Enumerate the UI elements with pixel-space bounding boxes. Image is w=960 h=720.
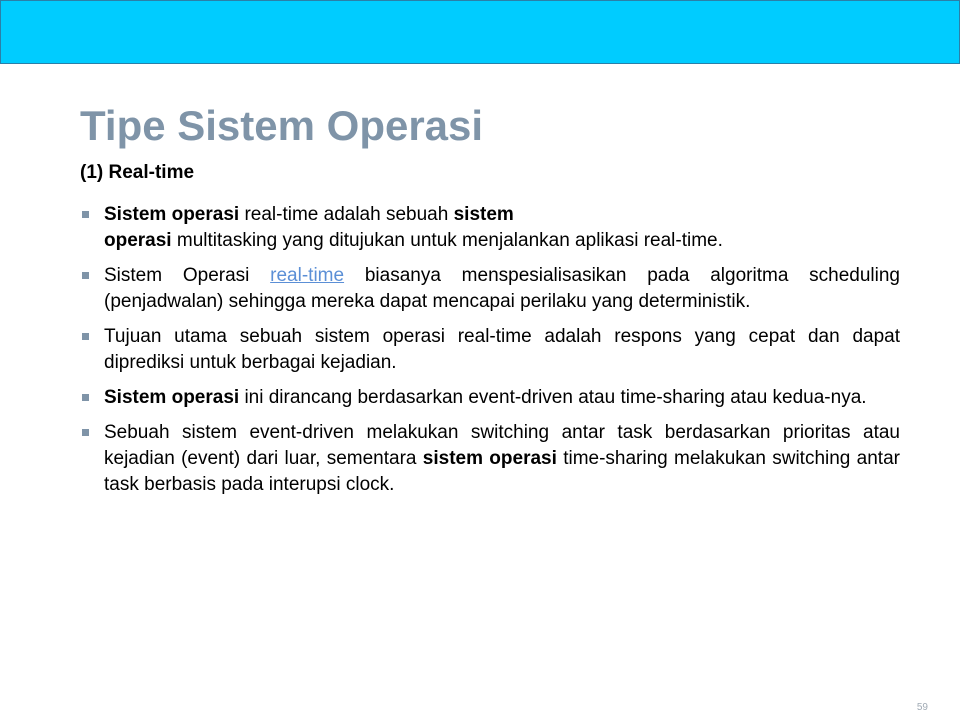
- slide-title: Tipe Sistem Operasi: [80, 102, 484, 149]
- square-bullet-icon: [82, 272, 89, 279]
- square-bullet-icon: [82, 429, 89, 436]
- page-number: 59: [916, 702, 928, 713]
- bullet-text: multitasking yang ditujukan untuk menjalankan aplikasi real-time.: [171, 230, 723, 251]
- bullet-list: [80, 202, 900, 507]
- bold-term: sistem operasi: [422, 448, 557, 469]
- bullet-item: [80, 420, 900, 498]
- bullet-text: biasanya menspesialisasikan pada algoritma scheduling (penjadwalan) sehingga mereka dapat mencapai perilaku yang deterministik.: [104, 265, 901, 312]
- bullet-item: [80, 385, 900, 411]
- bullet-text: Sebuah sistem event-driven melakukan switching antar task berdasarkan prioritas atau kejadian (event) dari luar, sementara: [104, 422, 900, 469]
- square-bullet-icon: [82, 211, 89, 218]
- bullet-item: [80, 324, 900, 376]
- bullet-text: ini dirancang berdasarkan event-driven atau time-sharing atau kedua-nya.: [239, 387, 867, 408]
- bullet-text: real-time adalah sebuah: [239, 204, 454, 225]
- bullet-text: Tujuan utama sebuah sistem operasi real-time adalah respons yang cepat dan dapat diprediksi untuk berbagai kejadian.: [104, 326, 900, 373]
- bold-term: operasi: [104, 230, 172, 251]
- bullet-item: [80, 263, 900, 315]
- bullet-text: time-sharing melakukan switching antar task berbasis pada interupsi clock.: [104, 448, 900, 495]
- square-bullet-icon: [82, 333, 89, 340]
- header-bar: [0, 0, 960, 64]
- bullet-text: Sistem Operasi: [104, 265, 271, 286]
- bold-term: Sistem operasi: [104, 204, 240, 225]
- square-bullet-icon: [82, 394, 89, 401]
- bold-term: sistem: [453, 204, 514, 225]
- slide-subtitle: (1) Real-time: [80, 162, 195, 183]
- bold-term: Sistem operasi: [104, 387, 240, 408]
- real-time-link[interactable]: real-time: [270, 265, 345, 286]
- bullet-item: [80, 202, 900, 254]
